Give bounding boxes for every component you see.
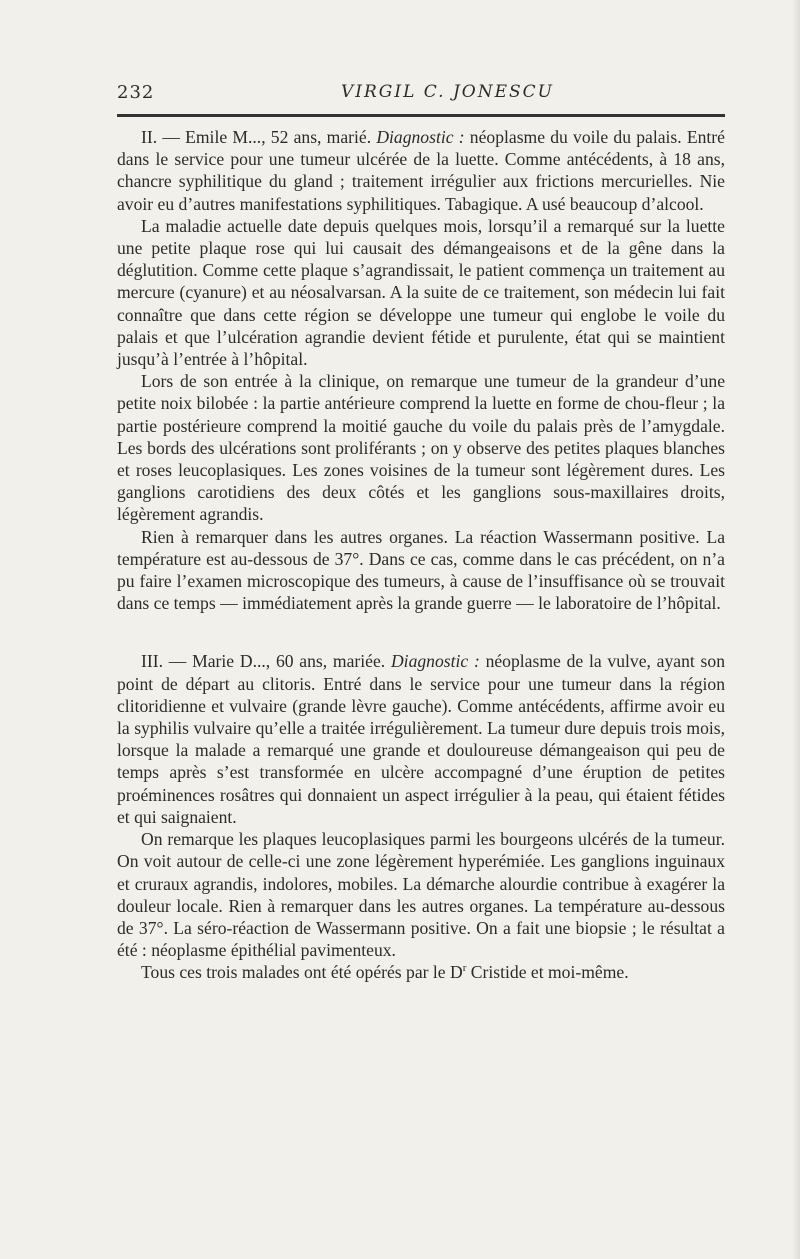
case-2-diagnostic-label: Diagnostic : <box>376 127 465 147</box>
case-3-diagnostic-label: Diagnostic : <box>390 651 480 672</box>
case-2-paragraph-1 <box>117 126 725 215</box>
header-rule <box>117 114 725 117</box>
case-3-paragraph-3-text-b: Cristide et moi-même. <box>466 962 629 983</box>
case-2-paragraph-3: Lors de son entrée à la clinique, on remarque une tumeur de la grandeur d’une petite noix bilobée : la partie antérieure comprend la luette en forme de chou-fleur ; la partie postérieure comprend la moitié gauche du voile du palais près de l’amygdale. Les bords des ulcérations sont proliférants ; on y observe des petites plaques blanches et roses leucoplasiques. Les zones voisines de la tumeur sont légèrement dures. Les ganglions carotidiens des deux côtés et les ganglions sous-maxillaires droits, légèrement agrandis. <box>117 371 725 525</box>
case-3-paragraph-3-text-a: Tous ces trois malades ont été opérés par le D <box>141 962 463 983</box>
case-3-paragraph-1 <box>117 650 725 828</box>
case-2-paragraph-4: Rien à remarquer dans les autres organes. La réaction Wassermann positive. La température est au-dessous de 37°. Dans ce cas, comme dans le cas précédent, on n’a pu faire l’examen microscopique des tumeurs, à cause de l’insuffisance où se trouvait dans ce temps — immédiatement après la grande guerre — le laboratoire de l’hôpital. <box>117 526 725 614</box>
case-2-paragraph-2: La maladie actuelle date depuis quelques mois, lorsqu’il a remarqué sur la luette une petite plaque rose qui lui causait des démangeaisons et de la gêne dans la déglutition. Comme cette plaque s’agrandissait, le patient commença un traitement au mercure (cyanure) et au néosalvarsan. A la suite de ce traitement, son médecin lui fait connaître que dans cette région se développe une tumeur qui englobe le voile du palais et que l’ulcération agrandie devient fétide et purulente, état qui se maintient jusqu’à l’entrée à l’hôpital. <box>117 215 725 370</box>
page-edge-shadow <box>792 0 800 1259</box>
case-3-paragraph-2: On remarque les plaques leucoplasiques parmi les bourgeons ulcérés de la tumeur. On voit autour de celle-ci une zone légèrement hyperémiée. Les ganglions inguinaux et cruraux agrandis, indolores, mobiles. La démarche alourdie contribue à exagérer la douleur locale. Rien à remarquer dans les autres organes. La température au-dessous de 37°. La séro-réaction de Wassermann positive. On a fait une biopsie ; le résultat a été : néoplasme épithélial pavimenteux. <box>117 829 725 961</box>
running-head: VIRGIL C. JONESCU <box>341 82 555 102</box>
case-2-paragraph-1-text: néoplasme du voile du palais. Entré dans le service pour une tumeur ulcérée de la luette. Comme antécédents, à 18 ans, chancre syphilitique du gland ; traitement irrégulier aux frictions mercurielles. Nie avoir eu d’autres manifestations syphilitiques. Tabagique. A usé beaucoup d’alcool. <box>117 127 725 214</box>
case-3-paragraph-3 <box>117 961 725 983</box>
page-body <box>117 126 725 984</box>
case-3-heading: III. — Marie D..., 60 ans, mariée. <box>141 651 391 672</box>
page-number: 232 <box>117 82 155 103</box>
page-header <box>117 80 725 110</box>
doctor-superscript: r <box>462 962 467 975</box>
case-3-paragraph-1-text: néoplasme de la vulve, ayant son point de départ au clitoris. Entré dans le service pour une tumeur dans la région clitoridienne et vulvaire (grande lèvre gauche). Comme antécédents, affirme avoir eu la syphilis vulvaire qu’elle a traitée irrégulièrement. La tumeur dure depuis trois mois, lorsque la malade a remarqué une grande et douloureuse démangeaison qui peu de temps après s’est transformée en ulcère accompagné d’une éruption de petites proéminences rosâtres qui donnaient un aspect irrégulier à la peau, qui étaient fétides et qui saignaient. <box>117 651 725 827</box>
section-gap <box>117 614 725 650</box>
case-2-heading: II. — Emile M..., 52 ans, marié. <box>141 127 377 147</box>
